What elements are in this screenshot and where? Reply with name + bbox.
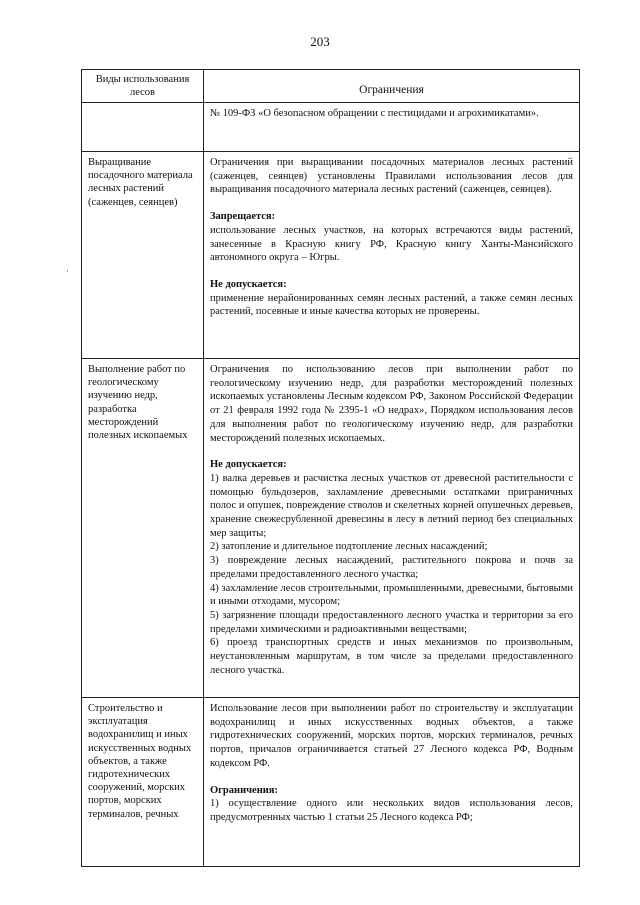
table-row <box>82 698 580 867</box>
row-restrictions <box>204 698 580 867</box>
paragraph: 1) осуществление одного или нескольких видов использования лесов, предусмотренных частью 1 статьи 25 Лесного кодекса РФ; <box>210 798 573 823</box>
paragraph: Ограничения по использованию лесов при выполнении работ по геологическому изучению недр, для разработки месторождений полезных ископаемых установлены Лесным кодексом РФ, Законом Российской Федерации от 21 февраля 1992 года № 2395-1 «О недрах», Порядком использования лесов для выполнения работ по геологическому изучению недр, для разработки месторождений полезных ископаемых. <box>210 364 573 444</box>
section-heading: Не допускается: <box>210 459 287 471</box>
row-restrictions <box>204 359 580 698</box>
margin-dot: · <box>66 266 69 276</box>
paragraph: 4) захламление лесов строительными, промышленными, древесными, бытовыми и иными отходами, мусором; <box>210 582 573 608</box>
paragraph: 2) затопление и длительное подтопление лесных насаждений; <box>210 541 488 553</box>
paragraph: № 109-ФЗ «О безопасном обращении с пестицидами и агрохимикатами». <box>210 108 539 119</box>
restrictions-table <box>81 69 580 867</box>
paragraph: Использование лесов при выполнении работ по строительству и эксплуатации водохранилищ и иных искусственных водных объектов, а также гидротехнических сооружений, морских портов, морских терминалов, речных портов, причалов ограничивается статьей 27 Лесного кодекса РФ, Водным кодексом РФ. <box>210 703 573 769</box>
row-use-type: Выполнение работ по геологическому изучению недр, разработка месторождений полезных ископаемых <box>82 359 204 698</box>
row-use-type <box>82 103 204 152</box>
row-use-type: Выращивание посадочного материала лесных растений (саженцев, сеянцев) <box>82 152 204 359</box>
paragraph: использование лесных участков, на которых встречаются виды растений, занесенные в Красную книгу РФ, Красную книгу Ханты-Мансийского автономного округа – Югры. <box>210 224 573 264</box>
header-forest-use-types: Виды использования лесов <box>82 70 204 103</box>
paragraph-gap <box>210 265 573 278</box>
section-heading: Ограничения: <box>210 784 278 796</box>
page-number: 203 <box>310 34 330 49</box>
paragraph: применение нерайонированных семян лесных растений, а также семян лесных растений, посевные и иные качества которых не проверены. <box>210 292 573 318</box>
table-row <box>82 103 580 152</box>
table-row <box>82 359 580 698</box>
header-restrictions: Ограничения <box>204 70 580 103</box>
paragraph-gap <box>210 197 573 210</box>
table-header-row <box>82 70 580 103</box>
paragraph-gap <box>210 771 573 784</box>
table-row <box>82 152 580 359</box>
paragraph: Ограничения при выращивании посадочных материалов лесных растений (саженцев, сеянцев) установлены Правилами использования лесов для выращивания посадочного материала лесных растений (саженцев, сеянцев). <box>210 157 573 196</box>
section-heading: Запрещается: <box>210 211 276 223</box>
row-restrictions <box>204 103 580 152</box>
paragraph: 1) валка деревьев и расчистка лесных участков от древесной растительности с помощью бульдозеров, захламление древесными остатками приграничных полос и опушек, повреждение стволов и скелетных корней опушечных деревьев, хранение свежесрубленной древесины в лесу в летний период без специальных мер защиты; <box>210 472 573 539</box>
section-heading: Не допускается: <box>210 278 287 290</box>
paragraph: 3) повреждение лесных насаждений, растительного покрова и почв за пределами предоставленного лесного участка; <box>210 555 573 580</box>
paragraph: 5) загрязнение площади предоставленного лесного участка и территории за его пределами химическими и радиоактивными веществами; <box>210 609 573 635</box>
row-restrictions <box>204 152 580 359</box>
row-use-type: Строительство и эксплуатация водохранилищ и иных искусственных водных объектов, а также гидротехнических сооружений, морских портов, морских терминалов, речных <box>82 698 204 867</box>
paragraph: 6) проезд транспортных средств и иных механизмов по произвольным, неустановленным маршрутам, в том числе за пределами предоставленного лесного участка. <box>210 637 573 676</box>
paragraph-gap <box>210 445 573 458</box>
